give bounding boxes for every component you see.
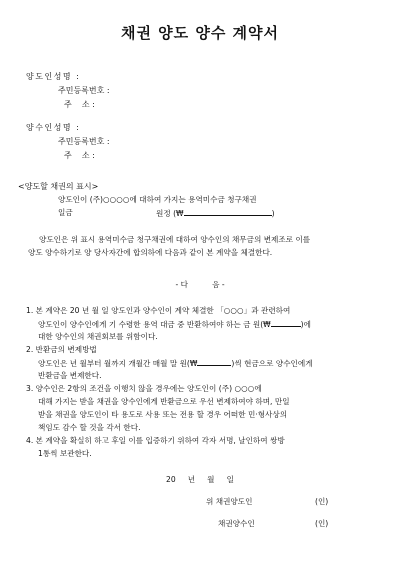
preamble-line-2: 양도 양수하기로 양 당사자간에 합의하에 다음과 같이 본 계약을 체결한다. <box>28 248 273 257</box>
claim-amount-close: ) <box>271 209 275 218</box>
assignor-name-label: 양도인성명 : <box>26 72 81 81</box>
clause-3-line-1: 3. 양수인은 2항의 조건을 이행치 않을 경우에는 양도인이 (주) ○○○에 <box>26 384 262 393</box>
clause-1-line-1: 1. 본 계약은 20 년 월 일 양도인과 양수인이 계약 체결한 「○○○」과 관련하여 <box>26 306 291 315</box>
clause-2-line-1: 양도인은 년 월부터 월까지 개월간 매월 말 원(₩ )씩 현금으로 양수인에게 <box>38 359 313 368</box>
section-divider: - 다 음 - <box>175 280 225 289</box>
contract-date: 20 년 월 일 <box>166 475 234 484</box>
assignor-signature-label: 위 채권양도인 <box>206 497 253 506</box>
clause-4-line-1: 4. 본 계약을 확실히 하고 후일 이를 입증하기 위하여 각자 서명, 날인하여 쌍방 <box>26 436 285 445</box>
claim-heading: <양도할 채권의 표시> <box>18 182 99 191</box>
clause-3-line-4: 책임도 감수 할 것을 각서 한다. <box>38 423 141 432</box>
clause-3-line-2: 대해 가지는 받을 채권을 양수인에게 반환금으로 우선 변제하여야 하며, 만일 <box>38 397 290 406</box>
claim-description: 양도인이 (주)○○○○에 대하여 가지는 용역미수금 청구채권 <box>58 195 257 204</box>
clause-2-title: 2. 반환금의 변제방법 <box>26 345 97 354</box>
claim-amount-text: 원정 (₩ <box>156 209 184 218</box>
assignee-id-label: 주민등록번호 : <box>58 137 110 146</box>
assignee-signature-label: 채권양수인 <box>218 519 255 528</box>
preamble-line-1: 양도인은 위 표시 용역미수금 청구채권에 대하여 양수인의 채무금의 변제조로 이를 <box>39 235 311 244</box>
clause-4-line-2: 1통씩 보관한다. <box>38 449 92 458</box>
assignor-address-label: 주 소 : <box>64 100 95 109</box>
claim-amount-line <box>156 207 275 219</box>
assignee-name-label: 양수인성명 : <box>26 123 81 132</box>
monthly-amount-blank <box>197 357 231 366</box>
clause-3-line-3: 받을 채권을 양도인이 타 용도로 사용 또는 전용 할 경우 어떠한 민·형사상의 <box>38 410 288 419</box>
clause-1-line-3: 대한 양수인의 채권회보를 위함이다. <box>38 332 158 341</box>
assignor-seal: (인) <box>315 497 329 506</box>
assignee-address-label: 주 소 : <box>64 151 95 160</box>
refund-amount-blank <box>271 318 301 327</box>
assignee-seal: (인) <box>315 519 329 528</box>
page-title: 채권 양도 양수 계약서 <box>120 24 280 42</box>
clause-1-line-2: 양도인이 양수인에게 기 수령한 용역 대금 중 반환하여야 하는 금 원(₩ )에 <box>38 320 311 329</box>
claim-amount-label: 일금 <box>58 208 73 217</box>
clause-2-line-2: 반환금을 변제한다. <box>38 371 102 380</box>
assignor-id-label: 주민등록번호 : <box>58 86 110 95</box>
claim-amount-blank <box>184 207 272 216</box>
